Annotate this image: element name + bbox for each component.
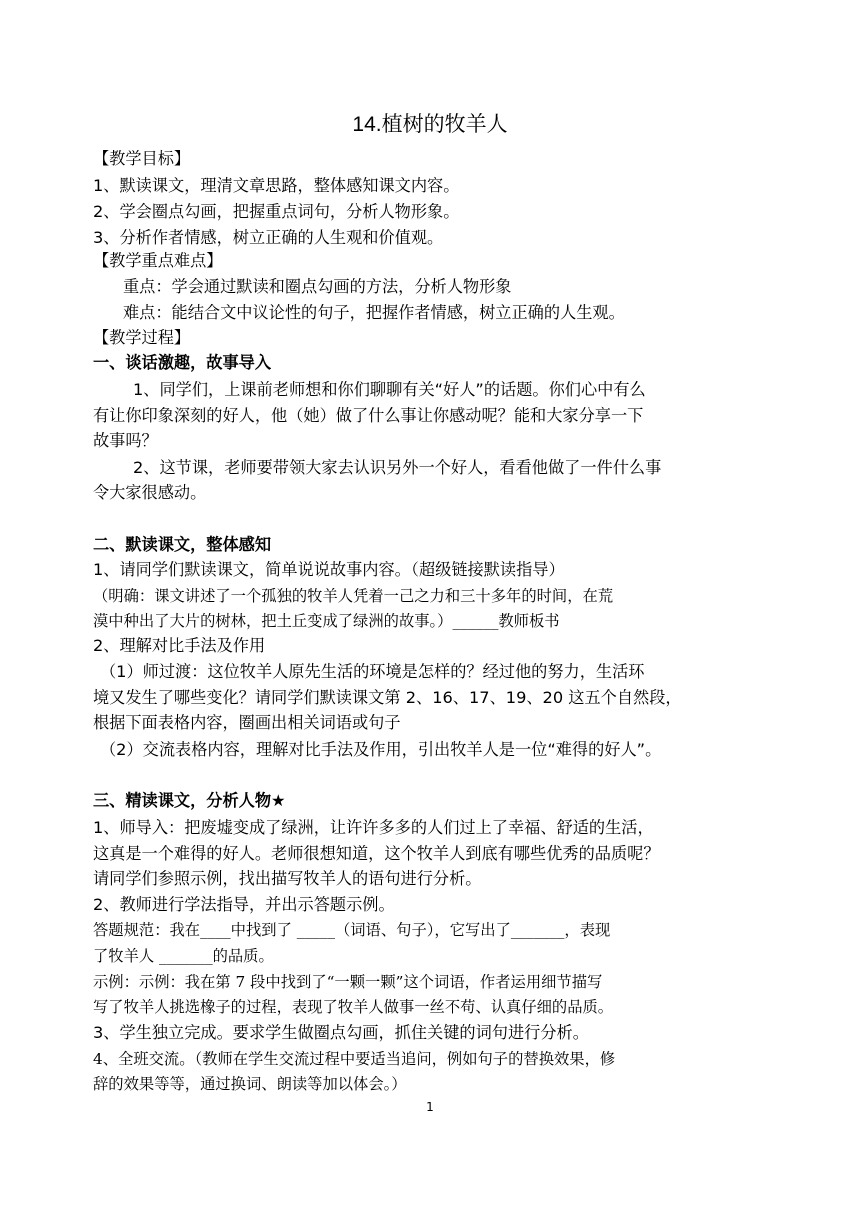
lesson-title: 14.植树的牧羊人 [352,113,508,136]
section-heading-objectives: 【教学目标】 [93,149,191,168]
example-line: 写了牧羊人挑选橡子的过程，表现了牧羊人做事一丝不苟、认真仔细的品质。 [93,998,614,1016]
paragraph-line: 漠中种出了大片的树林，把土丘变成了绿洲的故事。）______教师板书 [93,612,560,630]
paragraph-line: 1、同学们，上课前老师想和你们聊聊有关“好人”的话题。你们心中有么 [133,380,646,399]
paragraph-line: 3、学生独立完成。要求学生做圈点勾画，抓住关键的词句进行分析。 [93,1023,589,1042]
answer-format-line: 了牧羊人 _______的品质。 [93,947,274,965]
section-heading-key-points: 【教学重点难点】 [93,251,223,270]
objective-3: 3、分析作者情感，树立正确的人生观和价值观。 [93,228,444,247]
paragraph-line: （明确：课文讲述了一个孤独的牧羊人凭着一己之力和三十多年的时间，在荒 [93,587,614,605]
paragraph-line: （2）交流表格内容，理解对比手法及作用，引出牧羊人是一位“难得的好人”。 [100,740,662,759]
key-point: 重点：学会通过默读和圈点勾画的方法，分析人物形象 [123,277,512,296]
paragraph-line: 根据下面表格内容，圈画出相关词语或句子 [93,713,401,732]
paragraph-line: 这真是一个难得的好人。老师很想知道，这个牧羊人到底有哪些优秀的品质呢？ [93,844,660,863]
step-1-heading: 一、谈话激趣，故事导入 [93,353,272,372]
paragraph-line: 请同学们参照示例，找出描写牧羊人的语句进行分析。 [93,869,482,888]
page-number: 1 [426,1100,434,1114]
paragraph-line: 辞的效果等等，通过换词、朗读等加以体会。） [93,1075,407,1093]
step-2-heading: 二、默读课文，整体感知 [93,535,272,554]
section-heading-process: 【教学过程】 [93,328,191,347]
paragraph-line: 故事吗？ [93,431,158,450]
paragraph-line: 2、这节课，老师要带领大家去认识另外一个好人，看看他做了一件什么事 [133,458,662,477]
paragraph-line: 4、全班交流。（教师在学生交流过程中要适当追问，例如句子的替换效果，修 [93,1050,616,1068]
paragraph-line: 境又发生了哪些变化？请同学们默读课文第 2、16、17、19、20 这五个自然段， [93,688,682,707]
step-3-heading: 三、精读课文，分析人物★ [93,791,286,810]
paragraph-line: 令大家很感动。 [93,483,207,502]
paragraph-line: 2、理解对比手法及作用 [93,636,266,655]
example-line: 示例：示例：我在第 7 段中找到了“一颗一颗”这个词语，作者运用细节描写 [93,973,603,991]
paragraph-line: 有让你印象深刻的好人，他（她）做了什么事让你感动呢？能和大家分享一下 [93,406,644,425]
paragraph-line: 1、请同学们默读课文，简单说说故事内容。（超级链接默读指导） [93,560,565,579]
paragraph-line: （1）师过渡：这位牧羊人原先生活的环境是怎样的？经过他的努力，生活环 [100,662,645,681]
paragraph-line: 1、师导入：把废墟变成了绿洲，让许许多多的人们过上了幸福、舒适的生活， [93,818,654,837]
difficulty-point: 难点：能结合文中议论性的句子，把握作者情感，树立正确的人生观。 [123,303,625,322]
objective-1: 1、默读课文，理清文章思路，整体感知课文内容。 [93,176,460,195]
paragraph-line: 2、教师进行学法指导，并出示答题示例。 [93,895,395,914]
answer-format-line: 答题规范：我在____中找到了 _____（词语、句子），它写出了_______，表现 [93,921,611,939]
objective-2: 2、学会圈点勾画，把握重点词句，分析人物形象。 [93,202,460,221]
